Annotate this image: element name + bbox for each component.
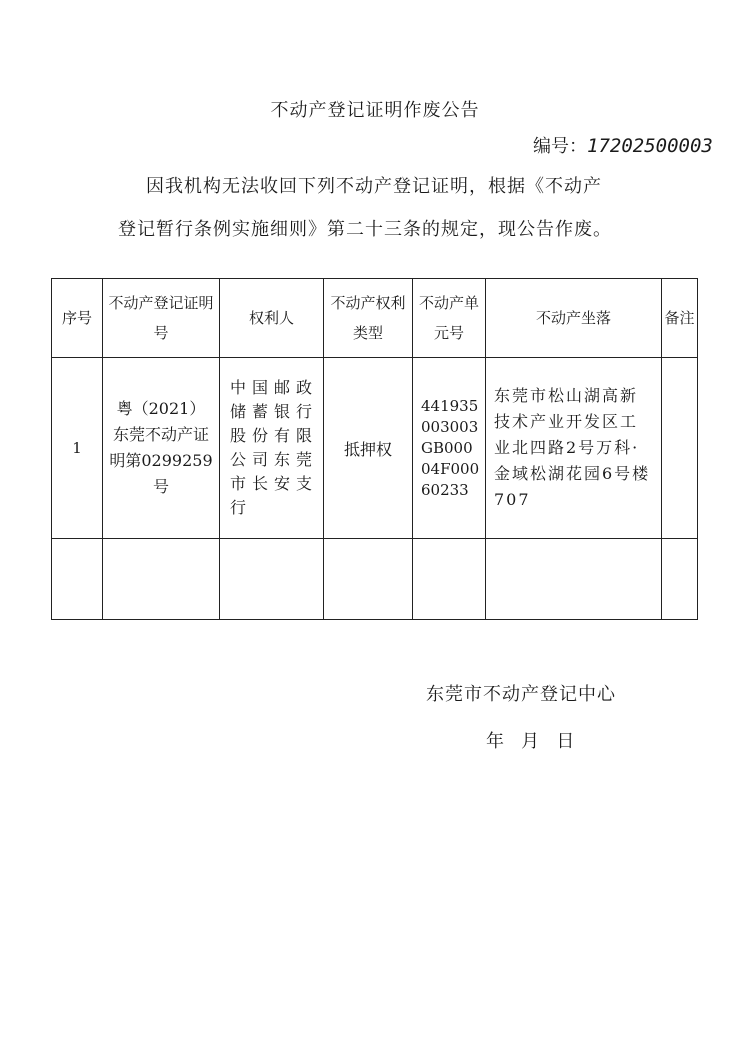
issue-date: 年 月 日	[486, 731, 575, 752]
header-holder: 权利人	[220, 279, 324, 358]
header-location: 不动产坐落	[486, 279, 662, 358]
void-certificate-table	[51, 278, 698, 620]
cell-holder: 中国邮政储蓄银行股份有限公司东莞市长安支行	[220, 358, 324, 539]
empty-cell	[486, 539, 662, 620]
serial-value: 17202500003	[587, 135, 713, 157]
cell-unit-no: 441935003003GB00004F00060233	[413, 358, 486, 539]
empty-cell	[413, 539, 486, 620]
serial-label: 编号：	[533, 136, 587, 157]
table-header-row	[52, 279, 698, 358]
table-row-empty	[52, 539, 698, 620]
cell-seq: 1	[52, 358, 103, 539]
header-unit-no: 不动产单元号	[413, 279, 486, 358]
empty-cell	[662, 539, 698, 620]
notice-paragraph-line-2: 登记暂行条例实施细则》第二十三条的规定，现公告作废。	[118, 219, 612, 240]
empty-cell	[52, 539, 103, 620]
header-cert-no: 不动产登记证明号	[103, 279, 220, 358]
cell-location: 东莞市松山湖高新技术产业开发区工业北四路2号万科·金域松湖花园6号楼707	[486, 358, 662, 539]
empty-cell	[103, 539, 220, 620]
notice-title: 不动产登记证明作废公告	[270, 100, 480, 121]
header-remarks: 备注	[662, 279, 698, 358]
empty-cell	[220, 539, 324, 620]
cell-cert-no: 粤（2021）东莞不动产证明第0299259号	[103, 358, 220, 539]
issuing-organization: 东莞市不动产登记中心	[426, 684, 616, 705]
table-row	[52, 358, 698, 539]
notice-paragraph-line-1: 因我机构无法收回下列不动产登记证明，根据《不动产	[146, 176, 602, 197]
empty-cell	[324, 539, 413, 620]
header-right-type: 不动产权利类型	[324, 279, 413, 358]
cell-right-type: 抵押权	[324, 358, 413, 539]
serial-number	[533, 132, 713, 158]
header-seq: 序号	[52, 279, 103, 358]
cell-remarks	[662, 358, 698, 539]
